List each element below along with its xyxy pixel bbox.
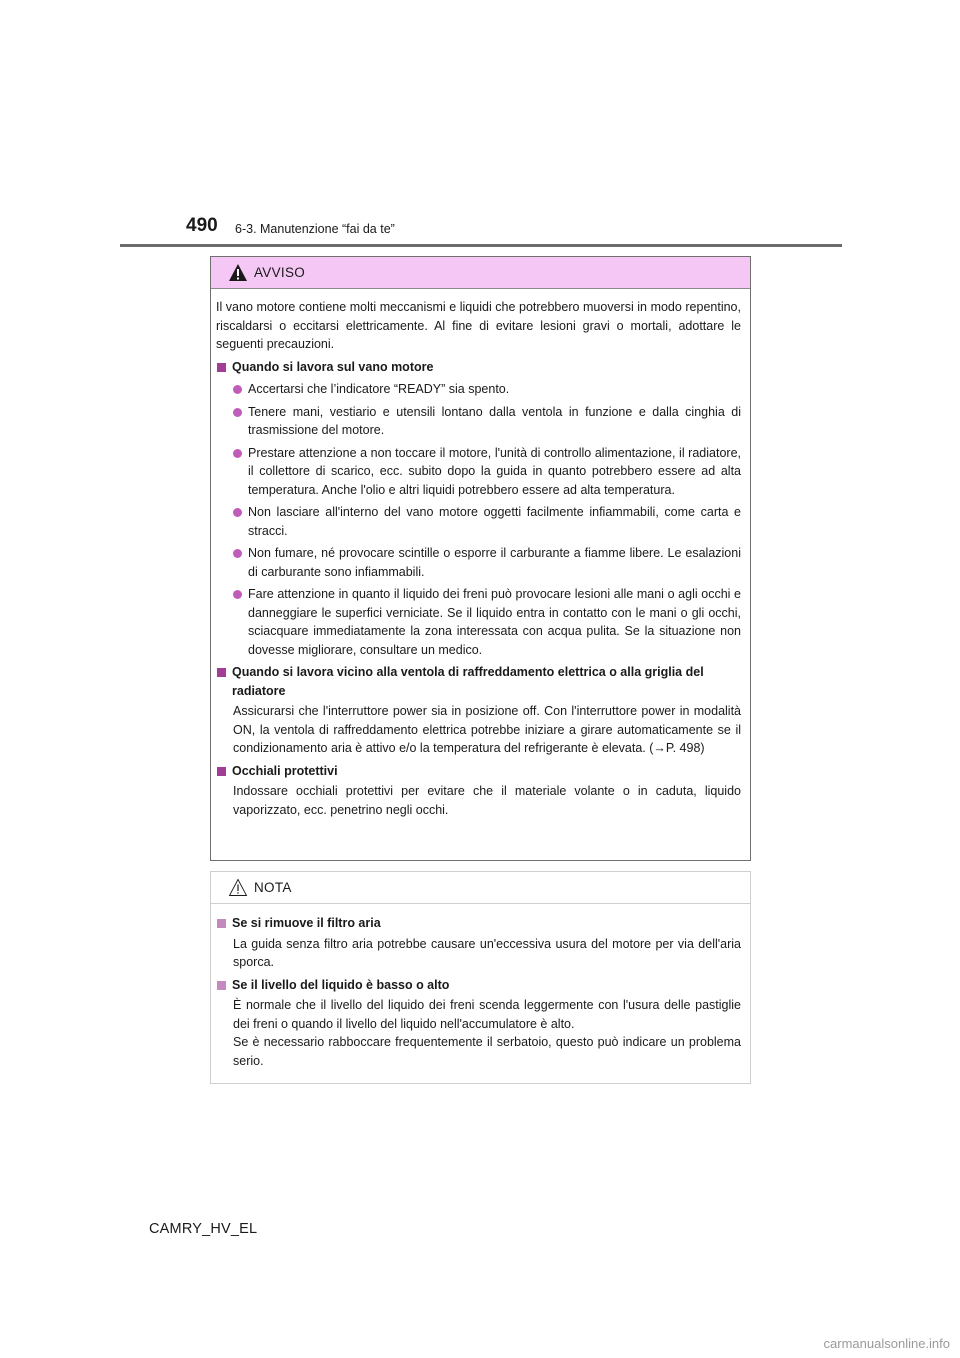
header-rule <box>120 244 842 247</box>
note-paragraph: La guida senza filtro aria potrebbe causare un'eccessiva usura del motore per via dell'aria sporca. <box>233 936 741 969</box>
warning-body <box>211 289 750 819</box>
note-paragraph: Se è necessario rabboccare frequentemente il serbatoio, questo può indicare un problema serio. <box>233 1035 741 1068</box>
note-section-title: Se si rimuove il filtro aria <box>216 914 741 933</box>
caution-icon <box>228 878 248 897</box>
note-header <box>211 872 750 904</box>
list-item: Accertarsi che l’indicatore “READY” sia spento. <box>216 380 741 399</box>
warning-title: AVVISO <box>254 265 306 280</box>
square-bullet-icon <box>217 919 226 928</box>
circle-bullet-icon <box>233 408 242 417</box>
note-body <box>211 904 750 1070</box>
page-number: 490 <box>186 215 218 236</box>
warning-section-title: Quando si lavora sul vano motore <box>216 358 741 377</box>
square-bullet-icon <box>217 767 226 776</box>
list-item: Fare attenzione in quanto il liquido dei freni può provocare lesioni alle mani o agli occhi e danneggiare le superfici verniciate. Se il liquido entra in contatto con le mani o gli occhi, sciacquare immediatamente la zona interessata con acqua pulita. Se la situazione non dovesse migliorare, consultare un medico. <box>216 585 741 659</box>
warning-intro: Il vano motore contiene molti meccanismi e liquidi che potrebbero muoversi in modo repentino, riscaldarsi o eccitarsi elettricamente. Al fine di evitare lesioni gravi o mortali, adottare le seguenti precauzioni. <box>216 300 741 351</box>
circle-bullet-icon <box>233 385 242 394</box>
circle-bullet-icon <box>233 508 242 517</box>
warning-icon <box>228 263 248 282</box>
square-bullet-icon <box>217 668 226 677</box>
circle-bullet-icon <box>233 549 242 558</box>
warning-header <box>211 257 750 289</box>
list-item: Tenere mani, vestiario e utensili lontano dalla ventola in funzione e dalla cinghia di trasmissione del motore. <box>216 403 741 440</box>
warning-paragraph: Indossare occhiali protettivi per evitare che il materiale volante o in caduta, liquido vaporizzato, ecc. penetrino negli occhi. <box>233 784 741 817</box>
warning-section-title: Occhiali protettivi <box>216 762 741 781</box>
list-item: Non lasciare all'interno del vano motore oggetti facilmente infiammabili, come carta e stracci. <box>216 503 741 540</box>
square-bullet-icon <box>217 363 226 372</box>
note-section-title: Se il livello del liquido è basso o alto <box>216 976 741 995</box>
note-box <box>210 871 751 1084</box>
list-item: Non fumare, né provocare scintille o esporre il carburante a fiamme libere. Le esalazioni di carburante sono infiammabili. <box>216 544 741 581</box>
note-paragraph: È normale che il livello del liquido dei freni scenda leggermente con l'usura delle pastiglie dei freni o quando il livello del liquido nell'accumulatore è alto. <box>233 998 741 1031</box>
model-code: CAMRY_HV_EL <box>149 1221 258 1237</box>
warning-box <box>210 256 751 861</box>
warning-section-title: Quando si lavora vicino alla ventola di raffreddamento elettrica o alla griglia del radiatore <box>216 663 741 700</box>
warning-paragraph: Assicurarsi che l'interruttore power sia in posizione off. Con l'interruttore power in modalità ON, la ventola di raffreddamento elettrica potrebbe iniziare a girare automaticamente se il condizionamento aria è attivo e/o la temperatura del refrigerante è elevata. (→P. 498) <box>233 704 741 755</box>
square-bullet-icon <box>217 981 226 990</box>
note-title: NOTA <box>254 880 292 895</box>
watermark-link[interactable]: carmanualsonline.info <box>823 1336 950 1351</box>
list-item: Prestare attenzione a non toccare il motore, l'unità di controllo alimentazione, il radiatore, il collettore di scarico, ecc. subito dopo la guida in quanto potrebbero essere ad alta temperatura. Anche l'olio e altri liquidi potrebbero essere ad alta temperatura. <box>216 444 741 500</box>
section-title: 6-3. Manutenzione “fai da te” <box>235 222 395 236</box>
circle-bullet-icon <box>233 590 242 599</box>
circle-bullet-icon <box>233 449 242 458</box>
